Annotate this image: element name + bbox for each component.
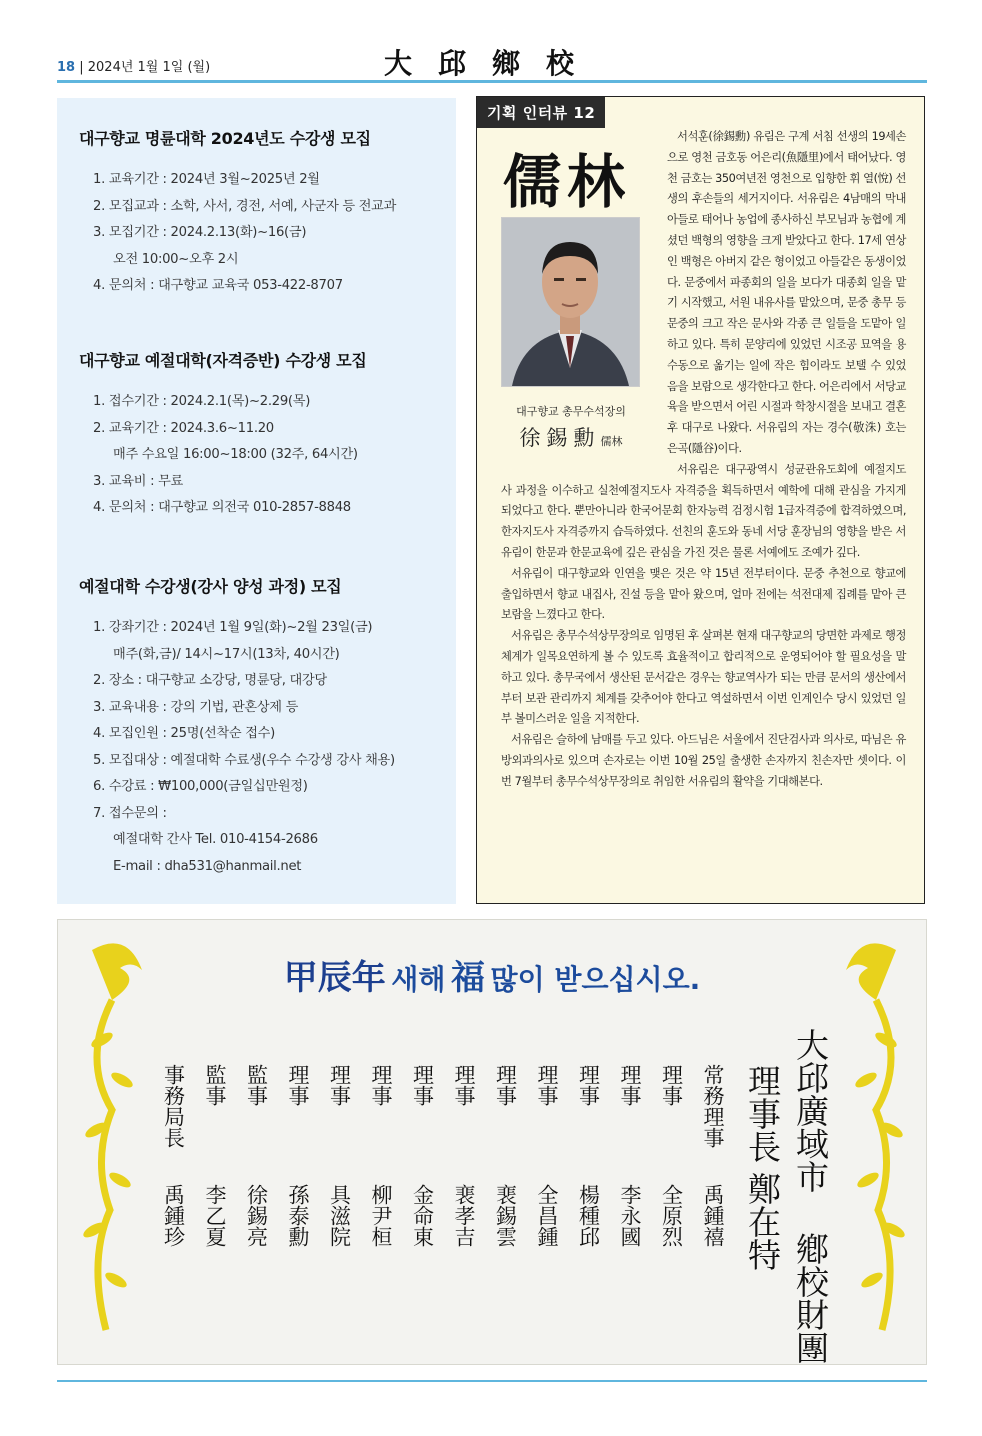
chairman-title: 理事長 xyxy=(743,1064,782,1163)
member-title: 理事 xyxy=(493,1064,518,1106)
page-header xyxy=(57,48,927,82)
notice-myeongryun xyxy=(79,126,449,300)
notice-item: 2. 모집교과 : 소학, 사서, 경전, 서예, 사군자 등 전교과 xyxy=(93,198,397,214)
member-name: 全昌鍾 xyxy=(535,1184,559,1247)
header-divider xyxy=(57,80,927,83)
notice-item: 1. 교육기간 : 2024년 3월~2025년 2월 xyxy=(93,172,320,187)
caption-name: 徐錫勳儒林 xyxy=(519,426,623,450)
notice-title: 예절대학 수강생(강사 양성 과정) 모집 xyxy=(79,577,342,596)
photo-caption xyxy=(491,403,651,452)
member-title: 理事 xyxy=(286,1064,310,1106)
notice-instructor-course xyxy=(79,574,449,880)
organization-name: 大邱廣域市 鄕校財團 xyxy=(791,1028,830,1364)
greeting-title: 甲辰年 새해 福 많이 받으십시오. xyxy=(283,958,701,998)
member-title: 理事 xyxy=(618,1064,642,1106)
member-title: 常務理事 xyxy=(701,1064,725,1148)
notice-item: 4. 문의처 : 대구향교 교육국 053-422-8707 xyxy=(93,278,343,293)
member-name: 全原烈 xyxy=(659,1184,684,1247)
new-year-greeting xyxy=(57,919,927,1365)
footer-divider xyxy=(57,1380,927,1382)
article-paragraph: 서유림은 대구광역시 성균관유도회에 예절지도사 과정을 이수하고 실천예절지도사 자격증을 획득하면서 예학에 대해 관심을 가지게 되었다고 한다. 뿐만아니라 한국어문회 한자능력 검정시험 1급자격증에 합격하였으며, 한자지도사 자격증까지 습득하였다. 선친의 훈도와 동네 서당 훈장님의 영향을 받은 서유림이 한문과 한문교육에 깊은 관심을 가진 것은 물론 서예에도 조예가 깊다. xyxy=(501,462,906,559)
member-name: 李永國 xyxy=(618,1184,642,1247)
member-title: 理事 xyxy=(659,1064,684,1106)
masthead: 大邱鄉校 xyxy=(383,47,600,80)
article-paragraph: 서유림이 대구향교와 인연을 맺은 것은 약 15년 전부터이다. 문중 추천으로 향교에 출입하면서 향교 내집사, 진설 등을 맡아 왔으며, 얼마 전에는 석전대제 집례를 맡아 큰 보람을 느꼈다고 한다. xyxy=(501,566,906,622)
member-name: 楊種邱 xyxy=(576,1184,601,1247)
notice-item: 7. 접수문의 : 예절대학 간사 Tel. 010-4154-2686 xyxy=(93,805,318,847)
notice-item: 4. 모집인원 : 25명(선착순 접수) xyxy=(93,726,275,741)
member-title: 理事 xyxy=(369,1064,393,1106)
member-name: 徐錫亮 xyxy=(244,1184,269,1247)
notice-item: 2. 장소 : 대구향교 소강당, 명륜당, 대강당 xyxy=(93,673,327,688)
member-name: 孫泰勳 xyxy=(286,1184,310,1247)
notice-item: 3. 모집기간 : 2024.2.13(화)~16(금) 오전 10:00~오후 2시 xyxy=(93,225,307,267)
notice-etiquette-cert xyxy=(79,348,449,522)
member-name: 裵錫雲 xyxy=(493,1184,518,1247)
chairman-name: 鄭在特 xyxy=(743,1172,782,1271)
member-title: 理事 xyxy=(410,1064,435,1106)
member-title: 理事 xyxy=(327,1064,352,1106)
member-name: 禹鍾禧 xyxy=(701,1184,725,1247)
member-name: 金命東 xyxy=(410,1184,435,1247)
member-title: 監事 xyxy=(244,1064,269,1106)
notice-panel xyxy=(57,98,456,904)
notice-item: 1. 강좌기간 : 2024년 1월 9일(화)~2월 23일(금) 매주(화,금)/ 14시~17시(13차, 40시간) xyxy=(93,620,373,662)
notice-item: 5. 모집대상 : 예절대학 수료생(우수 수강생 강사 채용) xyxy=(93,752,395,768)
notice-item: 3. 교육내용 : 강의 기법, 관혼상제 등 xyxy=(93,699,299,715)
calligraphy-title: 儒林 xyxy=(503,148,632,216)
notice-item: 3. 교육비 : 무료 xyxy=(93,473,183,489)
caption-role: 대구향교 총무수석장의 xyxy=(516,405,626,418)
member-name: 禹鍾珍 xyxy=(161,1184,186,1247)
notice-item: 6. 수강료 : ₩100,000(금일십만원정) xyxy=(93,779,308,794)
notice-item: 1. 접수기간 : 2024.2.1(목)~2.29(목) xyxy=(93,394,311,409)
notice-item: E-mail : dha531@hanmail.net xyxy=(113,858,302,874)
article-paragraph: 서유림은 총무수석상무장의로 임명된 후 살펴본 현재 대구향교의 당면한 과제로 행정 체계가 일목요연하게 볼 수 있도록 효율적이고 합리적으로 운영되어야 할 필요성을 말하고 있다. 총무국에서 생산된 문서같은 경우는 향교역사가 되는 만큼 문서의 생산에서부터 보관 관리까지 체계를 갖추어야 한다고 역설하면서 이번 인계인수 당시 있었던 일부 볼미스러운 일을 지적한다. xyxy=(501,629,906,726)
member-title: 監事 xyxy=(203,1064,227,1106)
member-title: 理事 xyxy=(576,1064,601,1106)
member-title: 理事 xyxy=(535,1064,559,1106)
article-paragraph: 서석훈(徐錫勳) 유림은 구계 서침 선생의 19세손으로 영천 금호동 어은리(魚隱里)에서 태어났다. 영천 금호는 350여년전 영천으로 입향한 휘 열(悅) 선생의 후손들의 세거지이다. 서유림은 4남매의 막내아들로 태어나 농업에 종사하신 부모님과 농협에 계셨던 백형의 영향을 크게 받았다고 한다. 17세 연상인 백형은 아버지 같은 형이었고 아들같은 동생이었다. 문중에서 파종회의 일을 보다가 대종회 일을 맡기 시작했고, 서원 내유사를 맡았으며, 문중 총무 등 문중의 크고 작은 문사와 각종 큰 일들을 도맡아 일하고 있다. 특히 문양리에 있었던 시조공 묘역을 용수동으로 옮기는 일에 작은 힘이라도 보탤 수 있었음을 보람으로 생각한다고 한다. 어은리에서 서당교육을 받으면서 어린 시절과 학창시절을 보내고 결혼 후 대구로 나왔다. 서유림의 자는 경수(敬洙) 호는 은곡(隱谷)이다. xyxy=(667,130,906,455)
page-info: 18 | 2024년 1월 1일 (월) xyxy=(57,60,211,75)
issue-date: 2024년 1월 1일 (월) xyxy=(87,60,211,75)
notice-item: 2. 교육기간 : 2024.3.6~11.20 매주 수요일 16:00~18:00 (32주, 64시간) xyxy=(93,420,358,462)
interview-box xyxy=(476,96,925,904)
member-name: 具滋院 xyxy=(327,1184,352,1247)
member-title: 理事 xyxy=(452,1064,476,1106)
member-name: 裵孝吉 xyxy=(452,1184,476,1247)
interview-tag: 기획 인터뷰 12 xyxy=(477,97,605,128)
member-name: 柳尹桓 xyxy=(369,1184,393,1247)
member-name: 李乙夏 xyxy=(203,1184,227,1247)
article-paragraph: 서유림은 슬하에 남매를 두고 있다. 아드님은 서울에서 진단검사과 의사로, 따님은 유방외과의사로 있으며 손자로는 이번 10월 25일 출생한 손자까지 친손자만 셋이다. 이번 7월부터 총무수석상무장의로 취임한 서유림의 활약을 기대해본다. xyxy=(501,733,906,788)
page-number: 18 xyxy=(57,60,76,75)
member-title: 事務局長 xyxy=(161,1064,186,1148)
notice-title: 대구향교 명륜대학 2024년도 수강생 모집 xyxy=(79,129,371,148)
notice-title: 대구향교 예절대학(자격증반) 수강생 모집 xyxy=(79,351,367,370)
notice-item: 4. 문의처 : 대구향교 의전국 010-2857-8848 xyxy=(93,500,351,515)
portrait-photo xyxy=(501,217,640,387)
